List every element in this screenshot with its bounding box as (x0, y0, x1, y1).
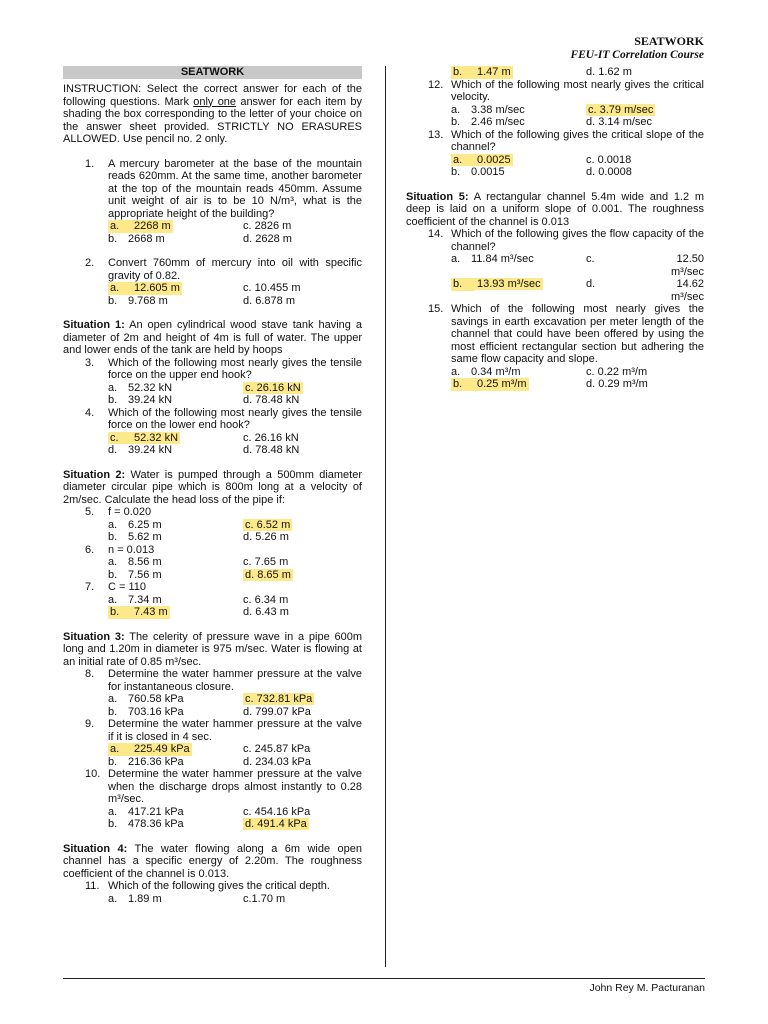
option-a-letter: a. (108, 693, 118, 705)
instruction-text-2: answer for each item by shading the box corresponding to the letter of your choice on the answer sheet provided. STRICTLY NO ERASURES ALLOWED. Use pencil no. 2 only. (63, 95, 362, 145)
situation-3 (63, 631, 362, 669)
option-c: c. 26.16 kN (243, 431, 299, 444)
question-text: Which of the following most nearly gives the tensile force on the upper end hook? (108, 356, 362, 381)
option-c: c.1.70 m (243, 892, 286, 905)
question-14 (428, 228, 704, 253)
options-10 (108, 806, 362, 831)
option-a-letter: a. (108, 556, 118, 568)
situation-4 (63, 843, 362, 881)
option-b-value: 13.93 m³/sec (477, 278, 541, 290)
option-a-value: 12.605 m (134, 282, 180, 294)
question-text: Determine the water hammer pressure at the valve when the discharge drops almost instantly to 0.28 m³/sec. (108, 768, 362, 805)
option-b-letter: b. (108, 818, 118, 830)
option-b-value: 478.36 kPa (128, 818, 184, 830)
question-number: 11. (85, 880, 100, 892)
option-b-letter: b. (108, 232, 118, 245)
options-9 (108, 743, 362, 768)
option-d: d. 78.48 kN (243, 394, 300, 406)
option-c: c. 3.79 m/sec (588, 103, 654, 116)
situation-label: Situation 1: (63, 319, 125, 331)
option-d: d. 5.26 m (243, 531, 289, 543)
option-b-letter: b. (108, 568, 118, 581)
question-text: Determine the water hammer pressure at the valve if it is closed in 4 sec. (108, 718, 362, 743)
option-a-letter: a. (108, 743, 132, 756)
option-b-value: 703.16 kPa (128, 705, 184, 718)
option-c: c. 2826 m (243, 220, 292, 232)
option-b-letter: b. (108, 755, 118, 768)
situation-text: Water is pumped through a 500mm diameter diameter circular pipe which is 800m long at a velocity of 2m/sec. Calculate the head loss of the pipe if: (63, 468, 363, 506)
question-text: Which of the following gives the flow capacity of the channel? (451, 228, 704, 253)
option-b-value: 39.24 kN (128, 394, 173, 406)
question-text: Which of the following most nearly gives the savings in earth excavation per meter length of the channel that could have been offered by using the most efficient rectangular section but adhering the same flow capacity and slope. (451, 303, 704, 365)
option-a-letter: a. (108, 805, 118, 818)
option-b-letter: b. (451, 116, 461, 128)
question-5 (85, 506, 362, 519)
option-d: d. 234.03 kPa (243, 755, 311, 768)
situation-1 (63, 319, 362, 357)
header-subtitle: FEU-IT Correlation Course (570, 49, 704, 61)
option-b-value: 2668 m (128, 232, 165, 245)
page-header (570, 34, 704, 62)
question-text: Convert 760mm of mercury into oil with specific gravity of 0.82. (108, 257, 362, 282)
instruction-text-1: INSTRUCTION: Select the correct answer for each of the following questions. Mark (63, 83, 362, 108)
option-a-value: 3.38 m/sec (471, 103, 525, 116)
option-b-letter: b. (108, 606, 132, 619)
option-d: d. 0.0008 (586, 166, 632, 178)
option-c: c. 0.22 m³/m (586, 365, 648, 378)
column-divider (385, 66, 386, 967)
header-title: SEATWORK (634, 34, 704, 48)
question-8 (85, 668, 362, 693)
option-a-value: 52.32 kN (128, 381, 173, 394)
question-number: 6. (85, 543, 95, 556)
question-number: 3. (85, 356, 95, 369)
option-b-letter: d. (108, 444, 118, 456)
option-c: c. 732.81 kPa (245, 693, 313, 705)
instruction-underlined: only one (193, 95, 237, 108)
right-column (406, 66, 704, 391)
options-5 (108, 519, 362, 544)
option-d: d. 78.48 kN (243, 444, 300, 456)
option-b-letter: b. (451, 378, 475, 391)
situation-label: Situation 4: (63, 842, 128, 855)
footer-author: John Rey M. Pacturanan (589, 982, 705, 994)
question-number: 9. (85, 718, 95, 730)
option-b-value: 0.25 m³/m (477, 378, 527, 390)
question-text: Which of the following most nearly gives the critical velocity. (451, 78, 704, 103)
situation-label: Situation 5: (406, 190, 469, 203)
option-a-letter: c. (108, 432, 132, 445)
option-d-value: 14.62 m³/sec (671, 278, 704, 303)
option-b-value: 0.0015 (471, 166, 505, 178)
options-12 (451, 104, 704, 129)
option-b-value: 5.62 m (128, 531, 162, 543)
situation-2 (63, 469, 362, 507)
option-a-value: 760.58 kPa (128, 693, 184, 705)
footer-divider (63, 978, 705, 979)
question-number: 1. (85, 157, 95, 170)
options-7 (108, 594, 362, 619)
option-b-value: 39.24 kN (128, 444, 173, 456)
question-text: Which of the following gives the critical depth. (108, 880, 330, 892)
question-13 (428, 129, 704, 154)
options-14 (451, 253, 704, 303)
question-number: 14. (428, 228, 444, 240)
question-text: C = 110 (108, 581, 147, 593)
option-d: d. 799.07 kPa (243, 705, 311, 718)
option-b-letter: b. (108, 394, 118, 406)
question-number: 5. (85, 506, 95, 518)
option-a-letter: a. (108, 518, 118, 531)
option-b-value: 2.46 m/sec (471, 116, 525, 128)
options-15 (451, 366, 704, 391)
question-text: A mercury barometer at the base of the mountain reads 620mm. At the same time, another barometer at the top of the mountain reads 450mm. Assume unit weight of air is to be 10 N/m³, what is the appropriate height of the building? (108, 157, 362, 220)
option-a-value: 1.89 m (128, 892, 162, 905)
option-b-value: 7.56 m (128, 568, 162, 581)
option-d: d. 0.29 m³/m (586, 378, 648, 390)
option-a-value: 2268 m (134, 220, 171, 232)
question-number: 15. (428, 303, 444, 315)
option-b-value: 9.768 m (128, 294, 168, 307)
question-12 (428, 79, 704, 104)
situation-5 (406, 191, 704, 229)
option-c: c. 6.52 m (245, 518, 291, 531)
question-number: 10. (85, 768, 101, 780)
option-a-letter: a. (451, 253, 461, 265)
option-c: c. 6.34 m (243, 593, 289, 606)
option-a-value: 0.34 m³/m (471, 365, 521, 378)
options-1 (108, 220, 362, 245)
option-b-letter: b. (108, 294, 118, 307)
situation-text: A rectangular channel 5.4m wide and 1.2 m deep is laid on a uniform slope of 0.001. The roughness coefficient of the channel is 0.013 (406, 190, 705, 228)
option-a-letter: a. (108, 282, 132, 295)
question-11 (85, 880, 362, 893)
option-c-letter: c. (586, 253, 595, 265)
option-a-letter: a. (108, 220, 132, 233)
situation-text: The celerity of pressure wave in a pipe 600m long and 1.20m in diameter is 975 m/sec. Water is flowing at an initial rate of 0.85 m³/sec. (63, 630, 362, 668)
seatwork-banner: SEATWORK (63, 66, 362, 79)
options-8 (108, 693, 362, 718)
option-d: d. 6.878 m (243, 294, 295, 307)
question-text: Which of the following most nearly gives the tensile force on the lower end hook? (108, 406, 362, 431)
question-number: 7. (85, 581, 95, 593)
option-d: d. 2628 m (243, 232, 292, 245)
situation-text: The water flowing along a 6m wide open channel has a specific energy of 2.20m. The roughness coefficient of the channel is 0.013. (63, 842, 362, 880)
option-a-letter: a. (108, 593, 118, 606)
option-a-letter: a. (108, 892, 118, 905)
option-c: c. 10.455 m (243, 282, 301, 294)
options-11-top (108, 893, 362, 906)
situation-text: An open cylindrical wood stave tank having a diameter of 2m and height of 4m is full of water. The upper and lower ends of the tank are held by hoops (63, 319, 362, 356)
option-a-value: 52.32 kN (134, 431, 179, 444)
option-b-letter: b. (451, 278, 475, 291)
options-2 (108, 282, 362, 307)
option-b-value: 216.36 kPa (128, 755, 184, 768)
question-text: n = 0.013 (108, 543, 155, 556)
question-10 (85, 768, 362, 806)
options-11-bottom (451, 66, 704, 79)
options-4 (108, 432, 362, 457)
options-6 (108, 556, 362, 581)
option-c: c. 7.65 m (243, 556, 289, 568)
question-number: 2. (85, 257, 95, 269)
option-b-value: 1.47 m (477, 66, 511, 78)
option-c: c. 0.0018 (586, 153, 632, 166)
option-b-letter: b. (451, 66, 475, 79)
option-a-letter: a. (451, 103, 461, 116)
option-c: c. 454.16 kPa (243, 805, 311, 818)
options-13 (451, 154, 704, 179)
question-text: f = 0.020 (108, 506, 152, 518)
option-b-value: 7.43 m (134, 606, 168, 618)
option-a-value: 6.25 m (128, 518, 162, 531)
option-a-value: 225.49 kPa (134, 743, 190, 755)
option-b-letter: b. (451, 166, 461, 178)
question-number: 4. (85, 406, 95, 419)
option-a-letter: a. (451, 365, 461, 378)
instruction (63, 83, 362, 146)
situation-label: Situation 3: (63, 630, 125, 643)
options-3 (108, 382, 362, 407)
option-d: d. 8.65 m (245, 568, 291, 581)
option-b-letter: b. (108, 705, 118, 718)
question-text: Which of the following gives the critical slope of the channel? (451, 128, 704, 153)
option-d: d. 3.14 m/sec (586, 116, 653, 128)
option-a-value: 0.0025 (477, 153, 511, 166)
option-c: c. 26.16 kN (245, 381, 301, 394)
question-4 (85, 407, 362, 432)
option-a-value: 8.56 m (128, 556, 162, 568)
option-a-value: 417.21 kPa (128, 805, 184, 818)
option-a-letter: a. (108, 381, 118, 394)
situation-label: Situation 2: (63, 468, 126, 481)
option-a-value: 11.84 m³/sec (471, 253, 534, 265)
option-b-letter: b. (108, 531, 118, 543)
question-9 (85, 718, 362, 743)
question-7 (85, 581, 362, 594)
question-15 (428, 303, 704, 366)
question-number: 12. (428, 78, 444, 91)
question-3 (85, 357, 362, 382)
option-d: d. 1.62 m (586, 66, 632, 78)
option-d: d. 491.4 kPa (245, 818, 307, 830)
question-6 (85, 544, 362, 557)
question-number: 13. (428, 128, 444, 141)
question-number: 8. (85, 668, 95, 680)
option-a-value: 7.34 m (128, 593, 162, 606)
question-text: Determine the water hammer pressure at the valve for instantaneous closure. (108, 668, 362, 693)
option-c-value: 12.50 m³/sec (671, 253, 704, 278)
option-d: d. 6.43 m (243, 606, 289, 618)
left-column (63, 66, 362, 905)
option-c: c. 245.87 kPa (243, 743, 311, 755)
option-d-letter: d. (586, 278, 596, 290)
question-1 (85, 158, 362, 221)
option-a-letter: a. (451, 154, 475, 167)
question-2 (85, 257, 362, 282)
